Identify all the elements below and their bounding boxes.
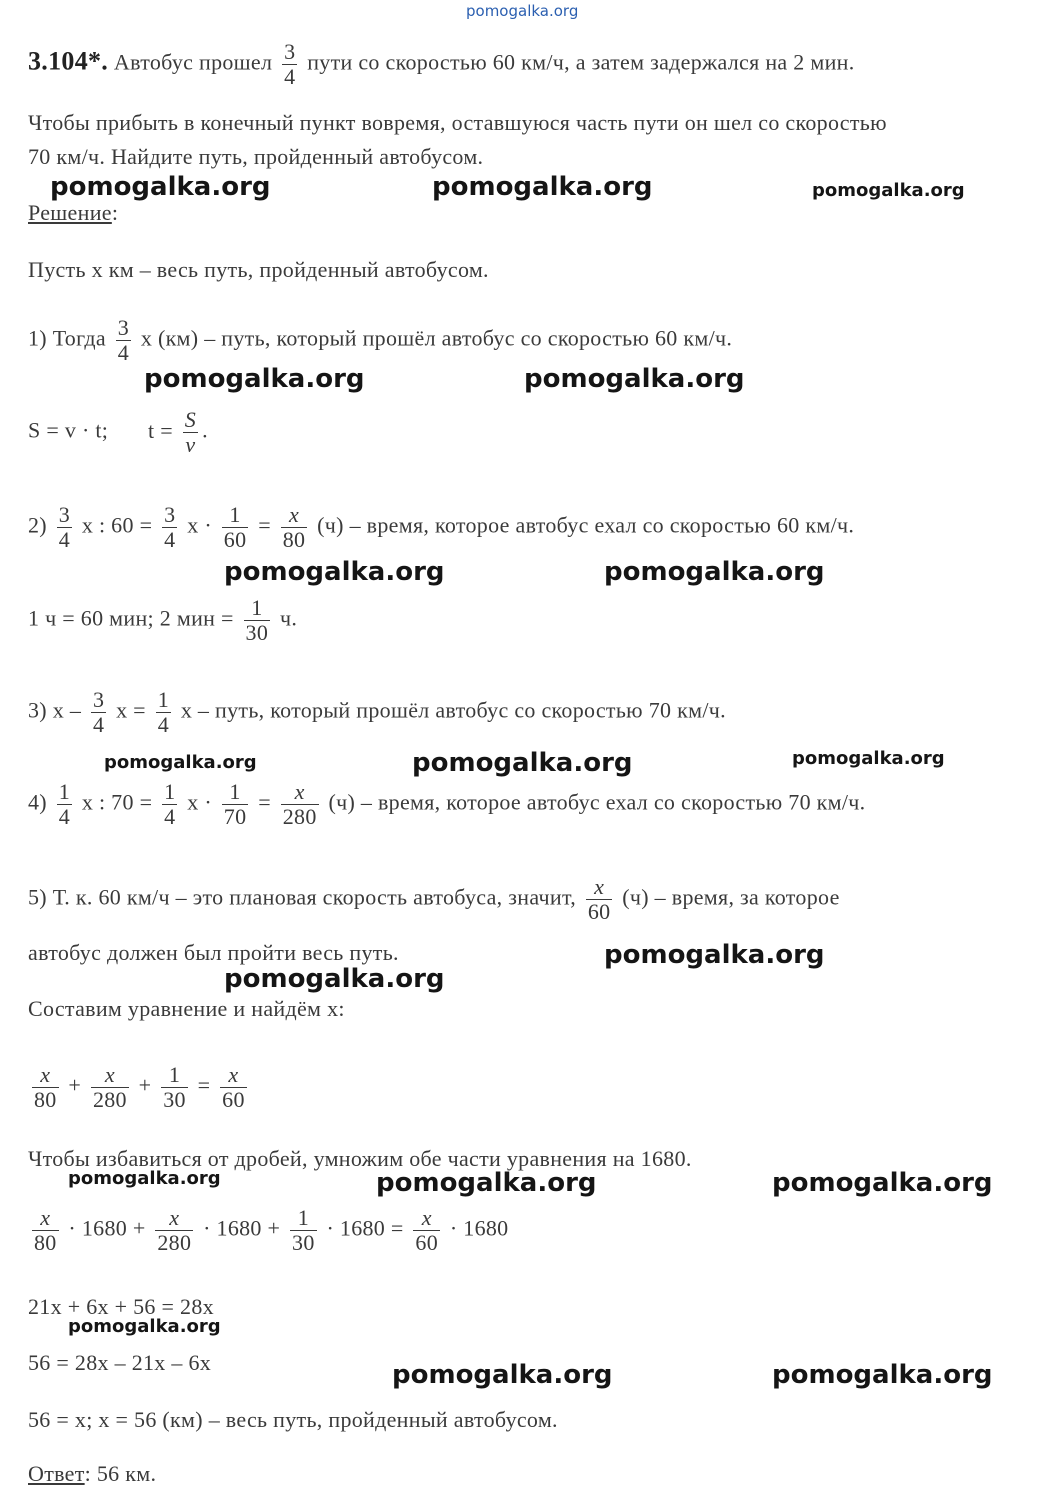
equation-4: 56 = 28х – 21х – 6х <box>28 1350 212 1375</box>
watermark: pomogalka.org <box>68 1168 221 1189</box>
step-2: 2) $\frac{3}{4}$ х : 60 = $\frac{3}{4}$ х · $\frac{1}{60}$ = $\frac{x}{80}$ (ч) – время, которое автобус ехал со скоростью 60 км/ч. <box>28 502 855 552</box>
watermark: pomogalka.org <box>604 940 825 970</box>
problem-text-b: пути со скоростью 60 км/ч, а затем задержался на 2 мин. <box>307 49 855 75</box>
formula-line: S = v · t; t = $\frac{S}{v}$ . <box>28 407 208 457</box>
watermark: pomogalka.org <box>224 964 445 994</box>
equation-1: $\frac{x}{80}$ + $\frac{x}{280}$ + $\frac{1}{30}$ = $\frac{x}{60}$ <box>34 1062 245 1112</box>
let-line: Пусть х км – весь путь, пройденный автобусом. <box>28 257 489 282</box>
conversion-line: 1 ч = 60 мин; 2 мин = $\frac{1}{30}$ ч. <box>28 595 298 645</box>
watermark: pomogalka.org <box>432 172 653 202</box>
equation-5: 56 = х; х = 56 (км) – весь путь, пройденный автобусом. <box>28 1407 558 1432</box>
watermark: pomogalka.org <box>792 748 945 769</box>
watermark: pomogalka.org <box>68 1316 221 1337</box>
watermark: pomogalka.org <box>412 748 633 778</box>
fraction: $\frac{3}{4}$ <box>284 39 296 89</box>
step-4: 4) $\frac{1}{4}$ х : 70 = $\frac{1}{4}$ х · $\frac{1}{70}$ = $\frac{x}{280}$ (ч) – время, которое автобус ехал со скоростью 70 км/ч. <box>28 779 866 829</box>
problem-line-1 <box>28 40 855 89</box>
solution-heading: Решение: <box>28 200 119 225</box>
watermark: pomogalka.org <box>772 1168 993 1198</box>
watermark: pomogalka.org <box>392 1360 613 1390</box>
step-5: 5) Т. к. 60 км/ч – это плановая скорость автобуса, значит, $\frac{x}{60}$ (ч) – время, за которое <box>28 874 840 924</box>
problem-line-2: Чтобы прибыть в конечный пункт вовремя, оставшуюся часть пути он шел со скоростью <box>28 110 887 135</box>
watermark: pomogalka.org <box>144 364 365 394</box>
fraction: $\frac{3}{4}$ <box>117 315 130 365</box>
step-1: 1) Тогда $\frac{3}{4}$ х (км) – путь, который прошёл автобус со скоростью 60 км/ч. <box>28 315 733 365</box>
watermark: pomogalka.org <box>524 364 745 394</box>
step-3: 3) х – $\frac{3}{4}$ х = $\frac{1}{4}$ х – путь, который прошёл автобус со скоростью 70 км/ч. <box>28 687 726 737</box>
step-5-line-2: автобус должен был пройти весь путь. <box>28 940 399 965</box>
watermark: pomogalka.org <box>104 752 257 773</box>
make-equation: Составим уравнение и найдём х: <box>28 996 345 1021</box>
watermark: pomogalka.org <box>50 172 271 202</box>
watermark: pomogalka.org <box>812 180 965 201</box>
equation-2: $\frac{x}{80}$ · 1680 + $\frac{x}{280}$ · 1680 + $\frac{1}{30}$ · 1680 = $\frac{x}{60}$ · 1680 <box>34 1205 509 1255</box>
watermark: pomogalka.org <box>376 1168 597 1198</box>
watermark: pomogalka.org <box>224 557 445 587</box>
watermark: pomogalka.org <box>772 1360 993 1390</box>
problem-number: 3.104*. <box>28 46 109 76</box>
problem-text-a: Автобус прошел <box>113 49 273 75</box>
watermark: pomogalka.org <box>604 557 825 587</box>
answer-line: Ответ: 56 км. <box>28 1461 157 1486</box>
top-watermark: pomogalka.org <box>466 2 579 20</box>
equation-3: 21х + 6х + 56 = 28х <box>28 1294 214 1319</box>
problem-line-3: 70 км/ч. Найдите путь, пройденный автобусом. <box>28 144 484 169</box>
multiply-line: Чтобы избавиться от дробей, умножим обе части уравнения на 1680. <box>28 1146 692 1171</box>
fraction: $\frac{S}{v}$ <box>184 407 197 457</box>
